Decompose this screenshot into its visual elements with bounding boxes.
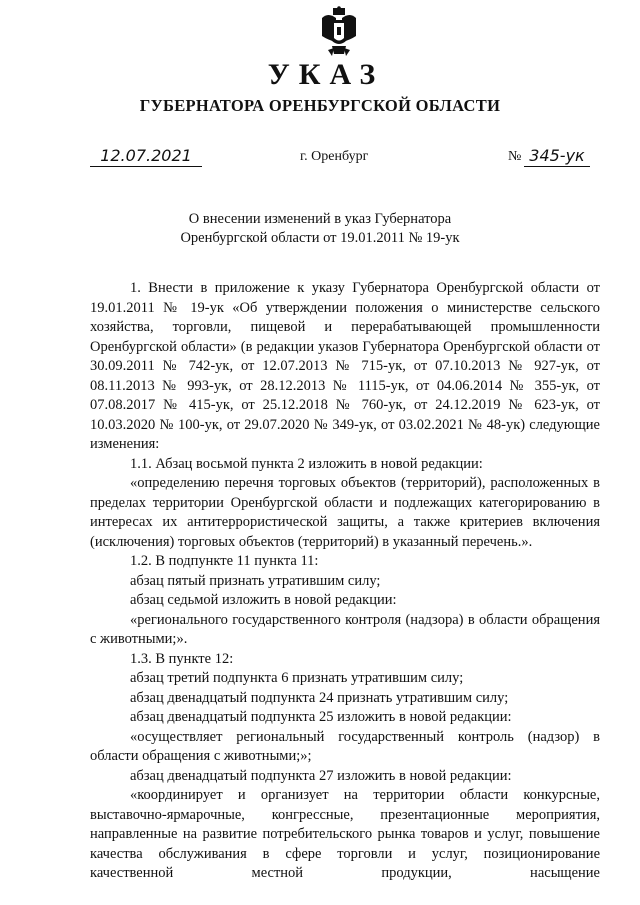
coat-of-arms-icon — [318, 6, 360, 58]
document-body — [90, 279, 600, 884]
document-date: 12.07.2021 — [90, 146, 202, 167]
paragraph-1: 1. Внести в приложение к указу Губернатора Оренбургской области от 19.01.2011 № 19-ук «Об утверждении положения о министерстве сельского хозяйства, торговли, пищевой и перерабатывающей промышленности Оренбургской области» (в редакции указов Губернатора Оренбургской области от 30.09.2011 № 742-ук, от 12.07.2013 № 715-ук, от 07.10.2013 № 927-ук, от 08.11.2013 № 993-ук, от 28.12.2013 № 1115-ук, от 04.06.2014 № 355-ук, от 07.08.2017 № 415-ук, от 25.12.2018 № 760-ук, от 24.12.2019 № 623-ук, от 10.03.2020 № 100-ук, от 29.07.2020 № 349-ук, от 03.02.2021 № 48-ук) следующие изменения: — [90, 280, 600, 452]
paragraph-quote-4: «координирует и организует на территории области конкурсные, выставочно-ярмарочные, конгрессные, презентационные мероприятия, направленные на развитие потребительского рынка товаров и услуг, повышение качества обслуживания в сфере торговли и услуг, позиционирование качественной местной продукции, насыщение — [90, 787, 600, 881]
paragraph-item: абзац двенадцатый подпункта 25 изложить в новой редакции: — [130, 709, 512, 725]
paragraph-quote-3: «осуществляет региональный государственный контроль (надзор) в области обращения с животными;»; — [90, 728, 600, 764]
heading-line-2: Оренбургской области от 19.01.2011 № 19-ук — [180, 230, 460, 246]
paragraph-1-2: 1.2. В подпункте 11 пункта 11: — [130, 553, 319, 569]
paragraph-quote-2: «регионального государственного контроля (надзора) в области обращения с животными;». — [90, 611, 600, 647]
document-heading — [0, 210, 640, 248]
document-subtitle: ГУБЕРНАТОРА ОРЕНБУРГСКОЙ ОБЛАСТИ — [139, 96, 501, 115]
paragraph-item: абзац двенадцатый подпункта 27 изложить в новой редакции: — [130, 767, 512, 784]
document-city: г. Оренбург — [300, 149, 369, 164]
paragraph-quote-1: «определению перечня торговых объектов (территорий), расположенных в пределах территории Оренбургской области и подлежащих категорированию в интересах их антитеррористической защиты, а также критериев включения (исключения) торговых объектов (территорий) в указанный перечень.». — [90, 475, 600, 550]
paragraph-item: абзац седьмой изложить в новой редакции: — [130, 592, 397, 608]
paragraph-1-1: 1.1. Абзац восьмой пункта 2 изложить в новой редакции: — [130, 455, 483, 472]
document-number-label: № — [508, 149, 522, 164]
paragraph-item: абзац третий подпункта 6 признать утратившим силу; — [130, 670, 464, 686]
heading-line-1: О внесении изменений в указ Губернатора — [188, 211, 452, 227]
meta-row — [0, 146, 640, 168]
paragraph-1-3: 1.3. В пункте 12: — [130, 650, 234, 667]
paragraph-item: абзац пятый признать утратившим силу; — [130, 572, 381, 589]
document-title: УКАЗ — [267, 58, 385, 91]
paragraph-item: абзац двенадцатый подпункта 24 признать утратившим силу; — [130, 689, 509, 706]
document-number: 345-ук — [524, 146, 590, 167]
